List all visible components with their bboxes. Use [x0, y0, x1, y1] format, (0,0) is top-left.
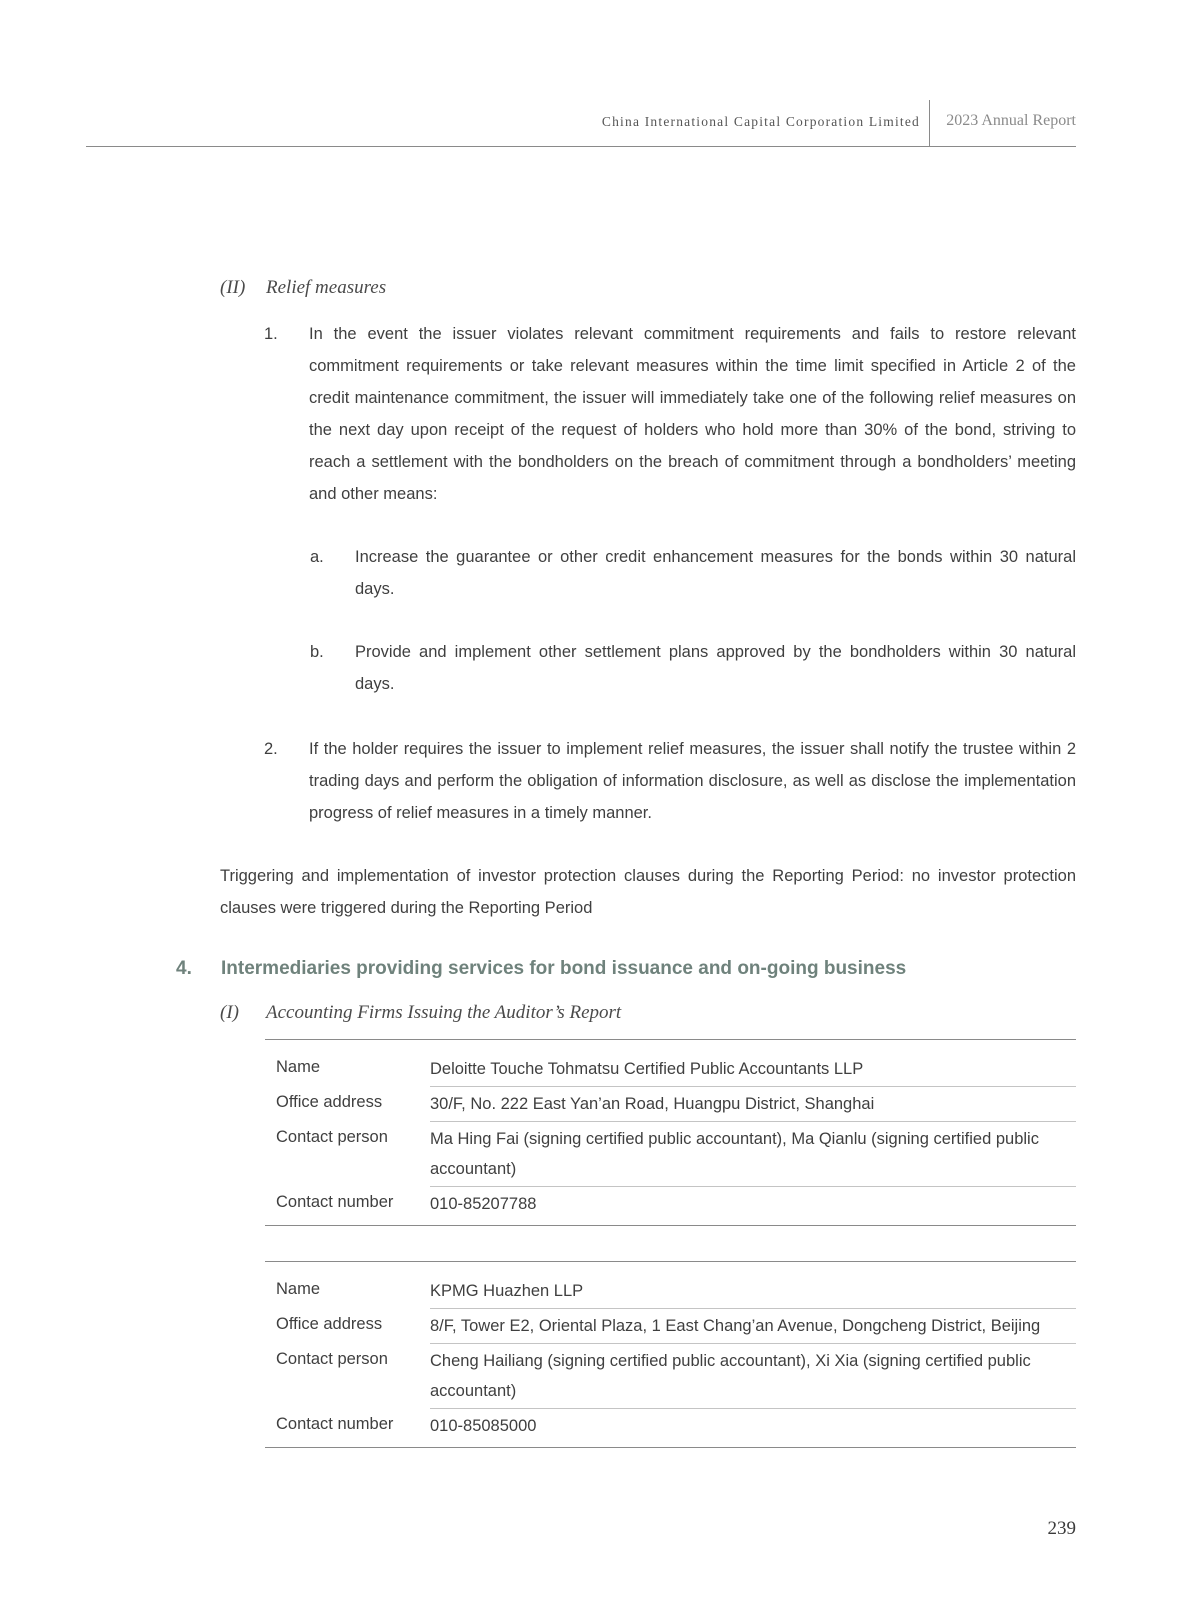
- table-row: [265, 1087, 1076, 1122]
- table-row: [265, 1344, 1076, 1409]
- row-value: [430, 1309, 1076, 1344]
- contact-person-value: Cheng Hailiang (signing certified public accountant), Xi Xia (signing certified public accountant): [430, 1344, 1076, 1409]
- row-label: Contact person: [276, 1128, 388, 1146]
- section-4-title: Intermediaries providing services for bond issuance and on-going business: [221, 958, 907, 979]
- table-row: [265, 1262, 1076, 1310]
- deloitte-info-table: [265, 1039, 1076, 1226]
- relief-item-1: [264, 318, 1076, 510]
- list-marker: 1.: [264, 325, 278, 343]
- list-marker: 2.: [264, 740, 278, 758]
- header-divider: [929, 100, 930, 146]
- table-row: [265, 1187, 1076, 1226]
- relief-heading-title: Relief measures: [266, 277, 387, 298]
- firm-name-value: Deloitte Touche Tohmatsu Certified Public Accountants LLP: [430, 1052, 1076, 1087]
- table-row: [265, 1122, 1076, 1187]
- relief-heading-number: (II): [220, 277, 246, 298]
- table-row: [265, 1040, 1076, 1088]
- relief-measures-heading: [220, 277, 386, 299]
- accounting-heading-number: (I): [220, 1002, 239, 1023]
- section-4-number: 4.: [176, 958, 192, 979]
- table-row: [265, 1409, 1076, 1448]
- row-label: Name: [276, 1280, 321, 1298]
- relief-item-text: If the holder requires the issuer to implement relief measures, the issuer shall notify the trustee within 2 trading days and perform the obligation of information disclosure, as well as disclose the implementation progress of relief measures in a timely manner.: [309, 740, 1076, 822]
- relief-subitem-a: [310, 541, 1076, 605]
- relief-item-2: [264, 733, 1076, 829]
- row-value: [430, 1187, 1076, 1226]
- row-label: Office address: [276, 1315, 383, 1333]
- contact-number-value: 010-85085000: [430, 1417, 537, 1435]
- row-label: Office address: [276, 1093, 383, 1111]
- relief-subitem-text: Provide and implement other settlement plans approved by the bondholders within 30 natural days.: [355, 643, 1076, 693]
- contact-number-value: 010-85207788: [430, 1195, 537, 1213]
- row-label: Contact person: [276, 1350, 388, 1368]
- office-address-value: 8/F, Tower E2, Oriental Plaza, 1 East Chang’an Avenue, Dongcheng District, Beijing: [430, 1309, 1076, 1344]
- row-value: [430, 1122, 1076, 1187]
- page-number: 239: [1047, 1518, 1076, 1539]
- kpmg-info-table: [265, 1261, 1076, 1448]
- row-value: [430, 1262, 1076, 1310]
- accounting-firms-heading: [220, 1002, 621, 1024]
- page-header: [86, 100, 1076, 147]
- row-value: [430, 1344, 1076, 1409]
- row-value: [430, 1040, 1076, 1088]
- relief-subitem-b: [310, 636, 1076, 700]
- contact-person-value: Ma Hing Fai (signing certified public accountant), Ma Qianlu (signing certified public accountant): [430, 1122, 1076, 1187]
- relief-subitem-text: Increase the guarantee or other credit enhancement measures for the bonds within 30 natural days.: [355, 548, 1076, 598]
- table-row: [265, 1309, 1076, 1344]
- header-company-name: China International Capital Corporation Limited: [601, 114, 920, 129]
- section-4-heading: [176, 958, 906, 980]
- row-label: Name: [276, 1058, 321, 1076]
- list-marker: b.: [310, 643, 324, 661]
- relief-item-text: In the event the issuer violates relevant commitment requirements and fails to restore relevant commitment requirements or take relevant measures within the time limit specified in Article 2 of the credit maintenance commitment, the issuer will immediately take one of the following relief measures on the next day upon receipt of the request of holders who hold more than 30% of the bond, striving to reach a settlement with the bondholders on the breach of commitment through a bondholders’ meeting and other means:: [309, 325, 1076, 503]
- triggering-paragraph: [220, 860, 1076, 924]
- accounting-heading-title: Accounting Firms Issuing the Auditor’s Report: [266, 1002, 622, 1023]
- row-label: Contact number: [276, 1415, 394, 1433]
- triggering-text: Triggering and implementation of investor protection clauses during the Reporting Period: no investor protection clauses were triggered during the Reporting Period: [220, 867, 1076, 917]
- row-value: [430, 1087, 1076, 1122]
- list-marker: a.: [310, 548, 324, 566]
- row-label: Contact number: [276, 1193, 394, 1211]
- firm-name-value: KPMG Huazhen LLP: [430, 1274, 1076, 1309]
- office-address-value: 30/F, No. 222 East Yan’an Road, Huangpu District, Shanghai: [430, 1087, 1076, 1122]
- row-value: [430, 1409, 1076, 1448]
- header-report-title: 2023 Annual Report: [946, 112, 1076, 129]
